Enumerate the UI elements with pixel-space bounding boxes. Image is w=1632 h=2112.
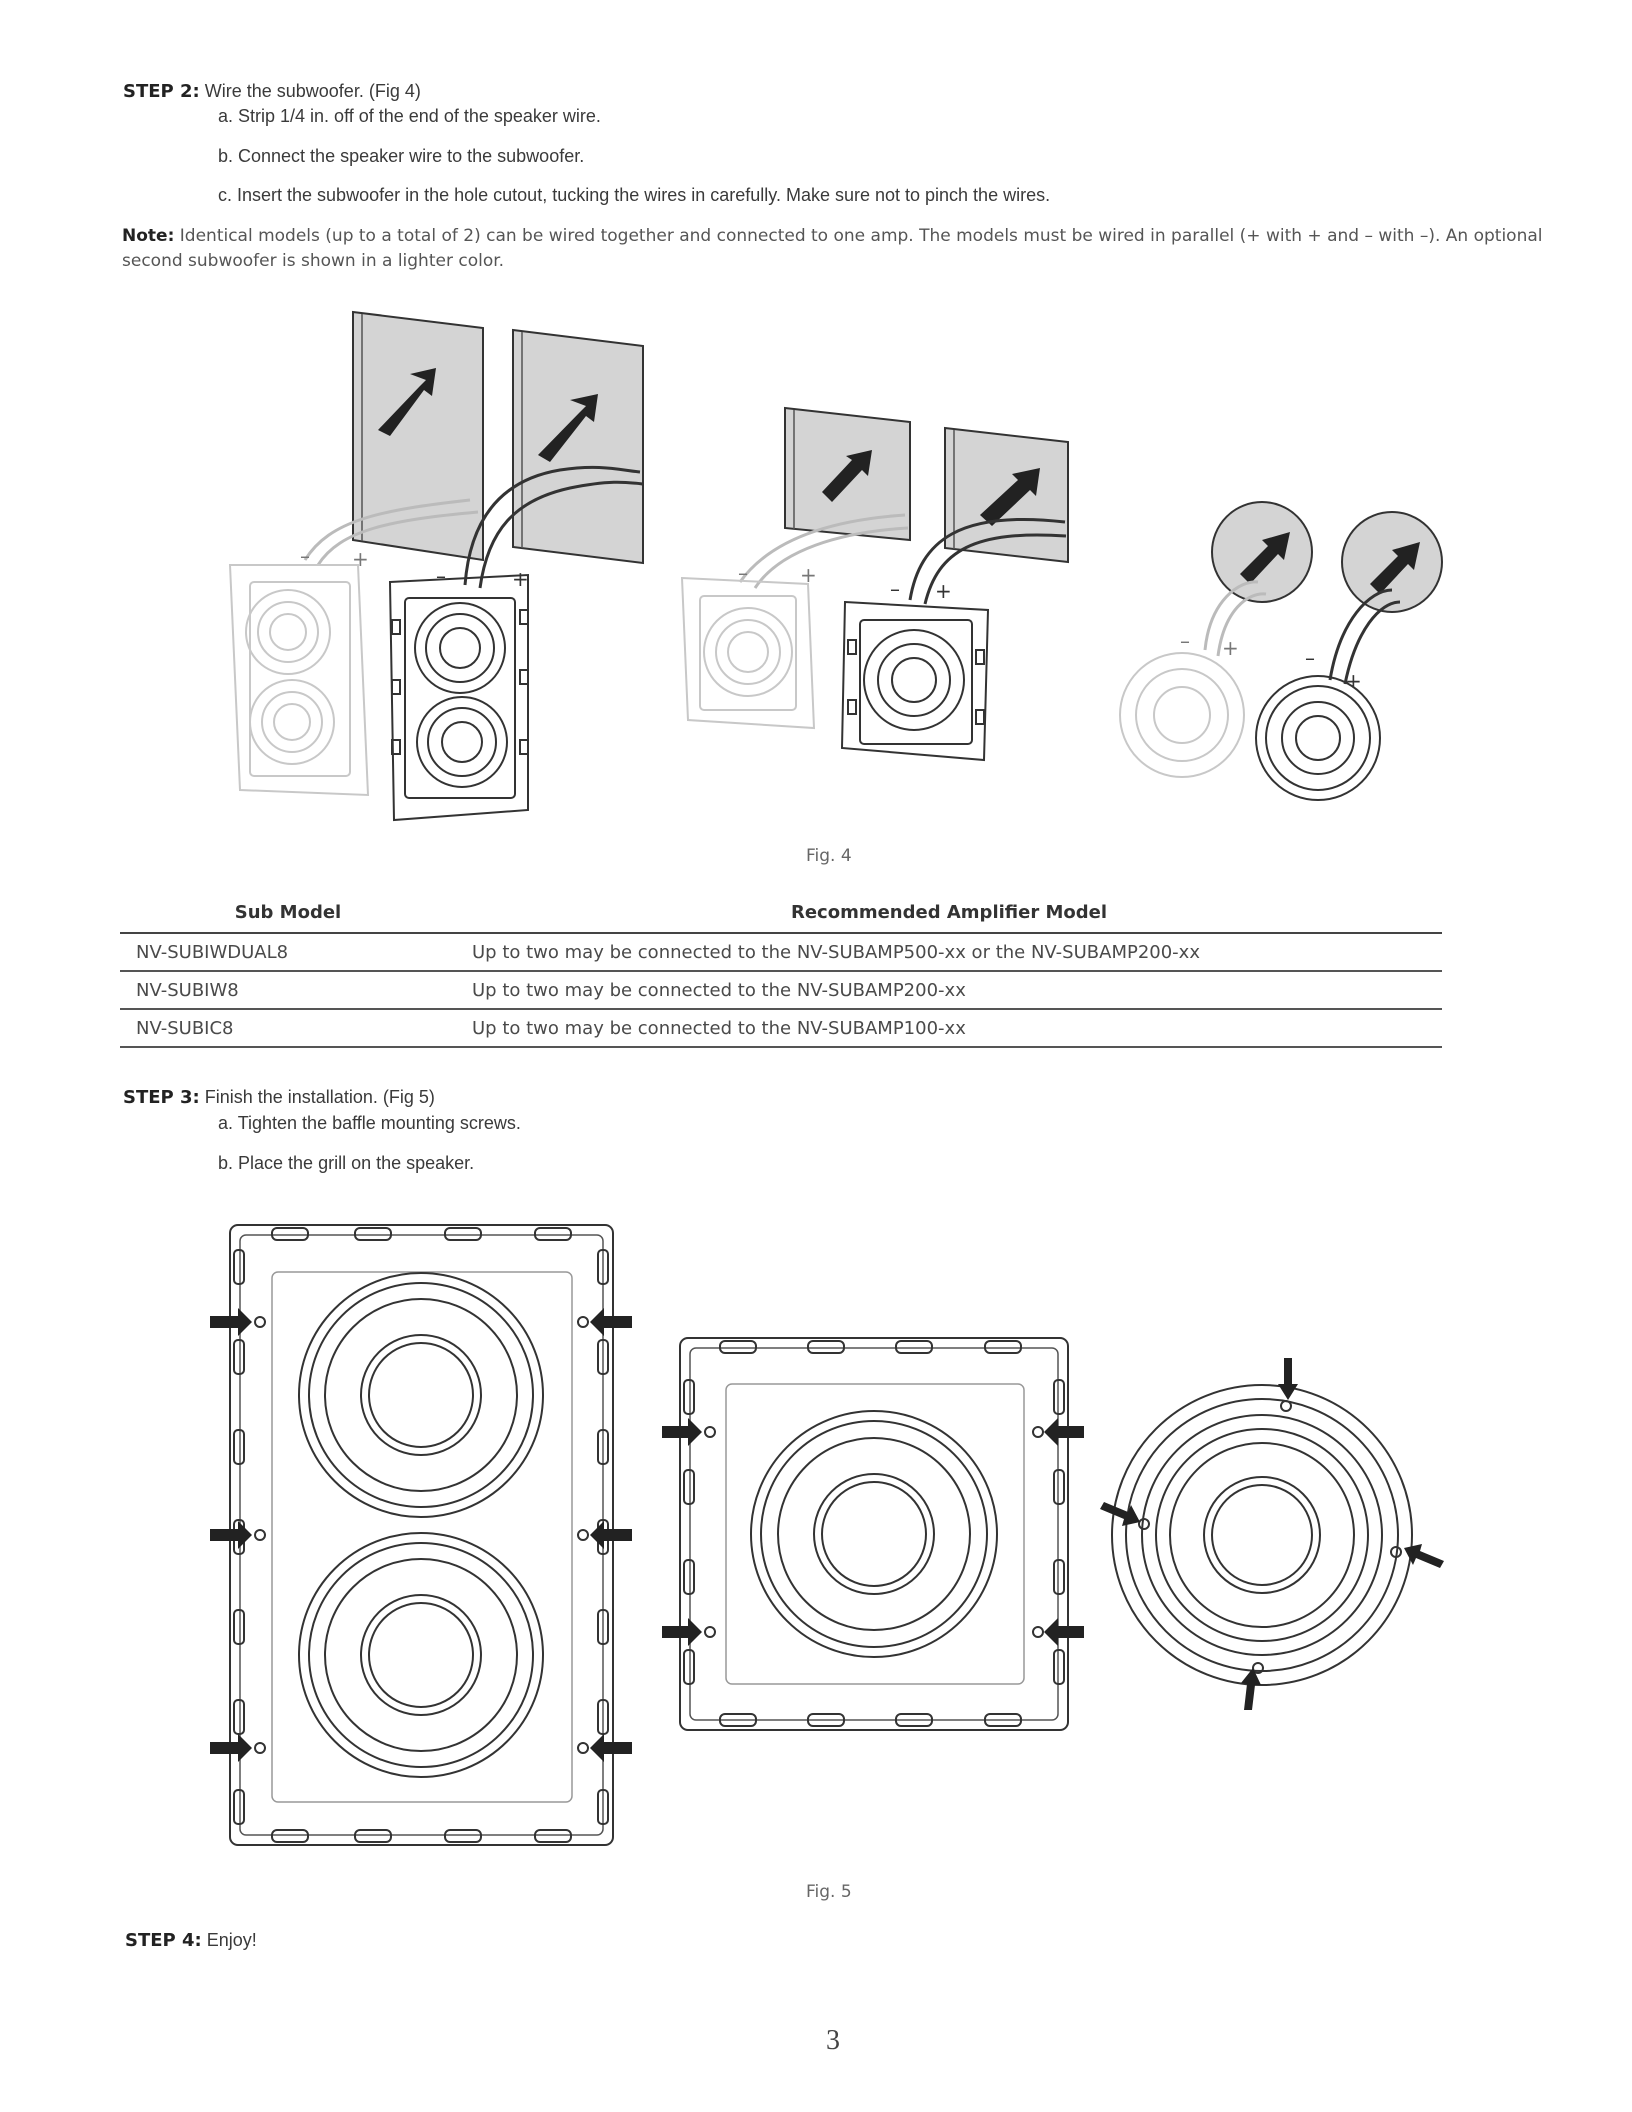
fig4-plus-5: +	[1222, 636, 1239, 660]
step3-item-a: a. Tighten the baffle mounting screws.	[218, 1113, 521, 1133]
fig4-wall-panel-3	[785, 408, 910, 540]
fig5-arrows-ceiling	[1100, 1358, 1444, 1710]
page-number: 3	[826, 2025, 840, 2056]
step2-heading	[123, 81, 421, 102]
sub-model-table	[120, 892, 1442, 1048]
table-header-amplifier: Recommended Amplifier Model	[456, 892, 1442, 933]
step2-item-c: c. Insert the subwoofer in the hole cutout, tucking the wires in carefully. Make sure not to pinch the wires.	[218, 185, 1051, 205]
fig5-illustration	[0, 1200, 1632, 1860]
fig5-dual-sub-front	[230, 1225, 613, 1845]
step3-text: Finish the installation. (Fig 5)	[204, 1087, 435, 1107]
step2-label: STEP 2:	[123, 81, 200, 102]
step3-label: STEP 3:	[123, 1087, 200, 1108]
step2-item-a: a. Strip 1/4 in. off of the end of the speaker wire.	[218, 106, 601, 126]
fig5-caption: Fig. 5	[806, 1882, 852, 1902]
fig5-single-sub-front	[680, 1338, 1068, 1730]
fig4-dual-sub	[390, 575, 528, 820]
note	[122, 224, 1552, 274]
fig4-plus-1: +	[352, 547, 369, 571]
fig5-arrows-dual	[210, 1308, 632, 1762]
table-header-row	[120, 892, 1442, 933]
fig4-plus-4: +	[935, 579, 952, 603]
fig4-single-sub	[842, 602, 988, 760]
fig4-ceiling-hole-2	[1342, 512, 1442, 612]
fig4-plus-3: +	[800, 563, 817, 587]
fig4-wall-panel-1	[353, 312, 483, 560]
fig4-wall-panel-2	[513, 330, 643, 563]
table-cell-amp: Up to two may be connected to the NV-SUBAMP200-xx	[456, 971, 1442, 1009]
fig4-ceiling-hole-1	[1212, 502, 1312, 602]
table-cell-model: NV-SUBIC8	[120, 1009, 456, 1047]
table-cell-model: NV-SUBIWDUAL8	[120, 933, 456, 971]
step2-text: Wire the subwoofer. (Fig 4)	[204, 81, 421, 101]
fig4-dual-sub-light	[230, 565, 368, 795]
step3-item-b: b. Place the grill on the speaker.	[218, 1153, 475, 1173]
table-row	[120, 933, 1442, 971]
fig4-wall-panel-4	[945, 428, 1068, 562]
fig4-minus-3: –	[738, 561, 748, 585]
step4-label: STEP 4:	[125, 1930, 202, 1951]
note-text: Identical models (up to a total of 2) can be wired together and connected to one amp. The models must be wired in parallel (+ with + and – with –). An optional second subwoofer is shown in a lighter color.	[122, 226, 1543, 271]
fig4-minus-4: –	[890, 577, 900, 601]
table-cell-amp: Up to two may be connected to the NV-SUBAMP100-xx	[456, 1009, 1442, 1047]
fig4-minus-6: –	[1305, 646, 1315, 670]
table-row	[120, 971, 1442, 1009]
fig4-ceiling-sub-light	[1120, 653, 1244, 777]
fig5-ceiling-sub-front	[1112, 1385, 1412, 1685]
fig4-minus-5: –	[1180, 629, 1190, 653]
table-cell-amp: Up to two may be connected to the NV-SUBAMP500-xx or the NV-SUBAMP200-xx	[456, 933, 1442, 971]
fig4-minus-2: –	[436, 564, 446, 588]
step4-text: Enjoy!	[206, 1930, 257, 1950]
fig4-ceiling-sub	[1256, 676, 1380, 800]
fig4-plus-6: +	[1345, 669, 1362, 693]
step4-heading	[125, 1930, 257, 1951]
fig4-plus-2: +	[512, 567, 529, 591]
step2-item-b: b. Connect the speaker wire to the subwoofer.	[218, 146, 585, 166]
table-row	[120, 1009, 1442, 1047]
fig4-minus-1: –	[300, 544, 310, 568]
table-header-sub-model: Sub Model	[120, 892, 456, 933]
fig4-single-sub-light	[682, 578, 814, 728]
step3-heading	[123, 1087, 435, 1108]
fig4-illustration	[0, 300, 1632, 860]
note-label: Note:	[122, 226, 175, 246]
table-cell-model: NV-SUBIW8	[120, 971, 456, 1009]
fig4-caption: Fig. 4	[806, 846, 852, 866]
